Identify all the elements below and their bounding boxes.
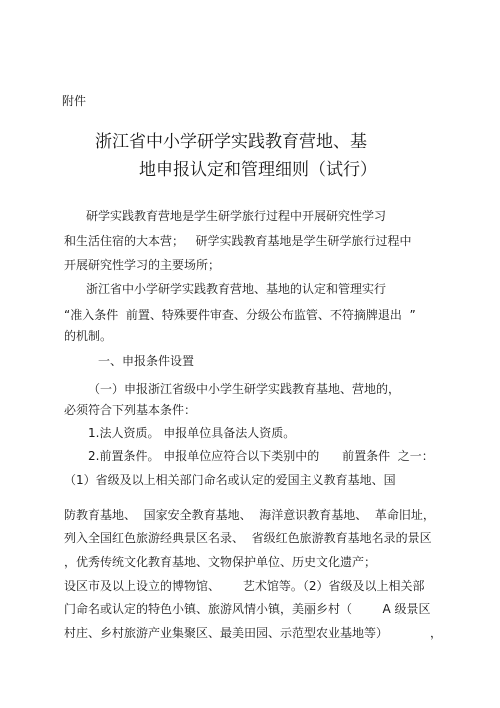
title-line-1: 浙江省中小学研学实践教育营地、基 [95,132,367,152]
section-heading: 一、申报条件设置 [98,354,195,368]
body-line: 列入全国红色旅游经典景区名录、 省级红色旅游教育基地名录的景区 [64,531,432,545]
body-line: 研学实践教育营地是学生研学旅行过程中开展研究性学习 [86,209,387,223]
body-line: 必须符合下列基本条件： [64,403,197,417]
body-line: 开展研究性学习的主要场所； [64,258,221,272]
body-line: 2.前置条件。 申报单位应符合以下类别中的 前置条件 之一： [88,449,434,463]
body-line: 门命名或认定的特色小镇、旅游风情小镇，美丽乡村（ A 级景区 [64,602,431,616]
body-line: ，优秀传统文化教育基地、文物保护单位、历史文化遗产； [64,555,377,569]
body-line: （一）申报浙江省级中小学生研学实践教育基地、营地的， [88,382,401,396]
annex-label: 附件 [62,94,87,108]
body-line: 浙江省中小学研学实践教育营地、基地的认定和管理实行 [86,282,387,296]
title-line-2: 地申报认定和管理细则（试行） [139,160,377,180]
body-line: 1.法人资质。 申报单位具备法人资质。 [88,426,296,440]
body-line: 村庄、乡村旅游产业集聚区、最美田园、示范型农业基地等） ， [64,626,442,640]
body-line: 防教育基地、 国家安全教育基地、 海洋意识教育基地、 革命旧址， [64,508,435,522]
body-line: “准入条件 前置、特殊要件审查、分级公布监管、不符摘牌退出 ” [64,308,416,322]
body-line: 的机制。 [64,329,113,343]
body-line: （1）省级及以上相关部门命名或认定的爱国主义教育基地、国 [64,473,396,487]
body-line: 和生活住宿的大本营； 研学实践教育基地是学生研学旅行过程中 [64,234,412,248]
body-line: 设区市及以上设立的博物馆、 艺术馆等。（2）省级及以上相关部 [64,579,425,593]
